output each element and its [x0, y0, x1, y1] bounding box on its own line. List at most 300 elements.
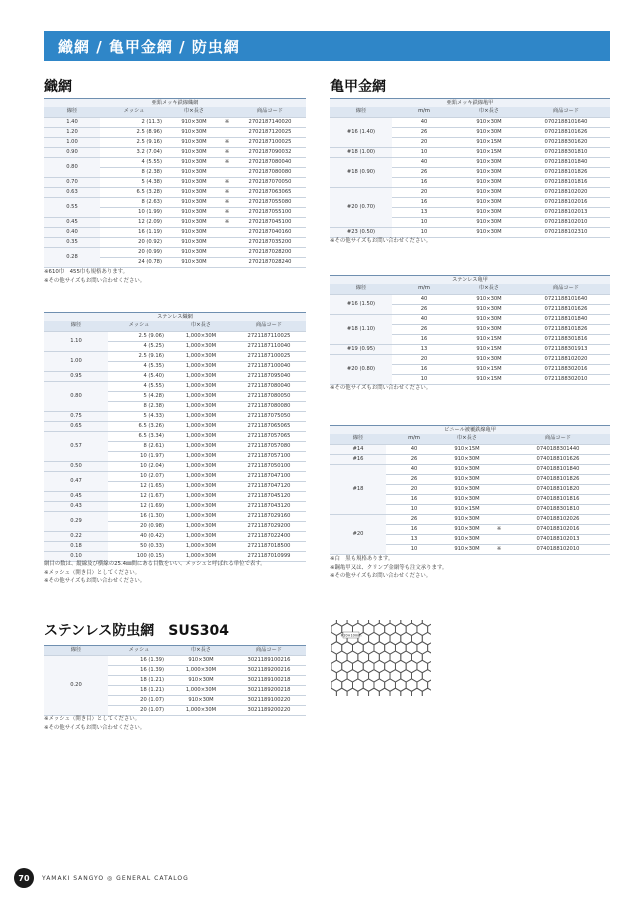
table-cell: 0740188102010 [506, 544, 610, 554]
table-cell: 2702187140020 [234, 117, 306, 127]
column-header: 線径 [330, 107, 392, 117]
table-cell: 1,000×30M [170, 531, 232, 541]
table-cell: 2721187080050 [232, 391, 306, 401]
table-row [44, 421, 306, 431]
table-cell: 26 [392, 304, 456, 314]
table-cell: 2.5 (9.06) [108, 331, 170, 341]
table-cell: 1,000×30M [170, 351, 232, 361]
table-row [44, 247, 306, 257]
table-cell: 50 (0.33) [108, 541, 170, 551]
table-cell: 13 [392, 344, 456, 354]
table-cell: 910×30M [456, 304, 522, 314]
table-cell: 2721187010999 [232, 551, 306, 561]
table-cell [492, 514, 506, 524]
table-cell: 910×30M [442, 534, 492, 544]
column-header: 巾×長さ [170, 321, 232, 331]
note: ※メッシュ（開き目）としてください。 [44, 716, 141, 722]
table-cell: ※ [220, 117, 234, 127]
table-cell: 0702188102020 [522, 187, 610, 197]
table-cell: 1,000×30M [170, 666, 232, 676]
orimo-title: 織網 [44, 79, 72, 95]
table-cell: 0702188301810 [522, 147, 610, 157]
table-cell: 2702187080040 [234, 157, 306, 167]
table-cell: 910×30M [442, 544, 492, 554]
table-row [330, 227, 610, 237]
page-banner [44, 31, 610, 61]
table-cell: 910×30M [442, 514, 492, 524]
table-cell: 0740188301440 [506, 444, 610, 454]
table-cell: 6.5 (3.28) [100, 187, 168, 197]
table-row [44, 411, 306, 421]
table-cell: 1,000×30M [170, 541, 232, 551]
table-cell: 10 (1.99) [100, 207, 168, 217]
column-header: 巾×長さ [168, 107, 220, 117]
table-cell: 1,000×30M [170, 431, 232, 441]
column-header: 商品コード [522, 107, 610, 117]
table-cell: 910×30M [168, 207, 220, 217]
table-cell: 2702187090032 [234, 147, 306, 157]
column-header: 商品コード [232, 321, 306, 331]
table-cell: 2.5 (8.96) [100, 127, 168, 137]
table-cell: 910×30M [168, 137, 220, 147]
column-header: 巾×長さ [170, 646, 232, 656]
gauge-cell: #16 (1.40) [330, 117, 392, 147]
table-cell: 40 (0.42) [108, 531, 170, 541]
table-cell: 2.5 (9.16) [100, 137, 168, 147]
table-cell: 26 [386, 474, 442, 484]
table-cell: 0740188101626 [506, 454, 610, 464]
table-cell: 910×30M [456, 294, 522, 304]
gauge-cell: 0.95 [44, 371, 108, 381]
table-cell: 910×30M [456, 197, 522, 207]
gauge-cell: #14 [330, 444, 386, 454]
table-cell: 2702187045100 [234, 217, 306, 227]
table-row [44, 531, 306, 541]
table-cell: 16 [392, 364, 456, 374]
note: ※610巾 455巾も規格あります。 [44, 269, 128, 275]
table-cell: 910×30M [168, 257, 220, 267]
gauge-cell: 0.65 [44, 421, 108, 431]
kikko-title: 亀甲金網 [330, 79, 386, 95]
table-cell [220, 237, 234, 247]
table-cell [492, 504, 506, 514]
table-row [44, 331, 306, 341]
note: ※その他サイズもお問い合わせください。 [330, 573, 432, 579]
table-cell: 0702188101840 [522, 157, 610, 167]
table-row [44, 227, 306, 237]
table-cell: 910×30M [442, 524, 492, 534]
column-header: 巾×長さ [456, 107, 522, 117]
table-cell: 100 (0.15) [108, 551, 170, 561]
table-cell: 2721187075050 [232, 411, 306, 421]
table-row [330, 294, 610, 304]
table-row [44, 461, 306, 471]
table-cell: 6.5 (3.26) [108, 421, 170, 431]
table-cell: 0702188102010 [522, 217, 610, 227]
orimo-caption: 亜鉛メッキ鉄線織網 [44, 98, 306, 107]
table-cell: 10 (2.07) [108, 471, 170, 481]
table-row [330, 344, 610, 354]
table-cell: 20 (0.92) [100, 237, 168, 247]
table-row [330, 444, 610, 454]
table-cell: 12 (1.67) [108, 491, 170, 501]
table-cell: 1,000×30M [170, 401, 232, 411]
table-cell: 0721188302016 [522, 364, 610, 374]
table-row [330, 187, 610, 197]
table-cell: 2702187055080 [234, 197, 306, 207]
table-cell: 8 (2.61) [108, 441, 170, 451]
table-cell: 0721188301913 [522, 344, 610, 354]
table-row [44, 187, 306, 197]
table-cell: 4 (5.55) [100, 157, 168, 167]
note: ※メッシュ（開き目）としてください。 [44, 569, 141, 576]
table-cell [220, 227, 234, 237]
table-cell: 2721187018500 [232, 541, 306, 551]
gauge-cell: #19 (0.95) [330, 344, 392, 354]
table-row [44, 511, 306, 521]
table-cell: 20 (1.07) [108, 696, 170, 706]
gauge-cell: 0.75 [44, 411, 108, 421]
table-cell: 0740188101826 [506, 474, 610, 484]
table-cell: 910×30M [168, 167, 220, 177]
table-cell: 1,000×30M [170, 461, 232, 471]
table-cell: 2702187100025 [234, 137, 306, 147]
kikko-vinyl-notes [330, 555, 447, 581]
table-cell: 1,000×30M [170, 706, 232, 716]
table-cell [492, 534, 506, 544]
table-cell: 10 [392, 217, 456, 227]
hex-label: #20×10mm [340, 633, 362, 638]
table-cell: 10 [392, 227, 456, 237]
gauge-cell: 1.40 [44, 117, 100, 127]
table-cell: 16 (1.39) [108, 666, 170, 676]
table-cell: 910×30M [168, 197, 220, 207]
column-header: m/m [392, 107, 456, 117]
table-cell [220, 127, 234, 137]
table-cell: 2702187055100 [234, 207, 306, 217]
table-row [330, 157, 610, 167]
table-cell: ※ [220, 187, 234, 197]
table-cell [220, 167, 234, 177]
table-cell: 910×30M [456, 157, 522, 167]
table-cell: 16 [392, 197, 456, 207]
table-cell: 1,000×30M [170, 381, 232, 391]
table-row [330, 314, 610, 324]
table-cell [492, 464, 506, 474]
table-row [44, 501, 306, 511]
column-header: メッシュ [100, 107, 168, 117]
gauge-cell: 0.29 [44, 511, 108, 531]
table-row [44, 471, 306, 481]
table-cell: 16 [386, 524, 442, 534]
gauge-cell: 0.10 [44, 551, 108, 561]
table-cell: 10 [392, 374, 456, 384]
table-cell: 1,000×30M [170, 441, 232, 451]
table-cell: ※ [220, 157, 234, 167]
table-cell: 910×30M [170, 696, 232, 706]
table-cell: 1,000×30M [170, 686, 232, 696]
table-cell: 2721187100025 [232, 351, 306, 361]
table-cell: 3021189100216 [232, 656, 306, 666]
orimo-notes [44, 268, 145, 285]
kikko-zinc-table [330, 98, 610, 238]
table-cell: 910×30M [456, 227, 522, 237]
column-header: メッシュ [108, 646, 170, 656]
kikko-zinc-notes [330, 237, 431, 246]
table-cell: 910×30M [456, 354, 522, 364]
table-cell: 2702187063065 [234, 187, 306, 197]
table-cell: 0740188101816 [506, 494, 610, 504]
table-cell: 2721187110025 [232, 331, 306, 341]
table-cell [492, 454, 506, 464]
gauge-cell: #23 (0.50) [330, 227, 392, 237]
table-cell: 2721187029200 [232, 521, 306, 531]
table-cell: 0702188101816 [522, 177, 610, 187]
table-cell: 910×30M [168, 237, 220, 247]
table-cell: 12 (1.69) [108, 501, 170, 511]
stainless-orimo-notes [44, 560, 266, 586]
note: ※その他サイズもお問い合わせください。 [44, 578, 146, 584]
bouchu-title: ステンレス防虫網 SUS304 [44, 623, 230, 639]
table-cell: 16 (1.39) [108, 656, 170, 666]
table-cell: 6.5 (3.34) [108, 431, 170, 441]
table-cell: 40 [386, 464, 442, 474]
table-cell: 910×30M [168, 177, 220, 187]
table-cell: 0702188102310 [522, 227, 610, 237]
gauge-cell: #16 [330, 454, 386, 464]
table-row [44, 157, 306, 167]
table-cell: 910×30M [170, 676, 232, 686]
table-cell: 5 (4.33) [108, 411, 170, 421]
table-cell: 1,000×30M [170, 481, 232, 491]
table-cell: 24 (0.78) [100, 257, 168, 267]
table-cell: 10 (2.04) [108, 461, 170, 471]
table-cell: 0740188102026 [506, 514, 610, 524]
table-cell: 910×30M [442, 484, 492, 494]
table-cell: ※ [492, 524, 506, 534]
gauge-cell: 1.00 [44, 351, 108, 371]
table-cell: 910×15M [456, 344, 522, 354]
column-header [220, 107, 234, 117]
note: 網目の数は、縦線及び横線の25.4㎜間にある目数をいい、メッシュと呼ばれる単位で表す。 [44, 561, 266, 567]
table-cell: ※ [220, 197, 234, 207]
table-cell: 2721187080080 [232, 401, 306, 411]
table-cell: 910×15M [456, 374, 522, 384]
table-row [330, 354, 610, 364]
table-cell: 10 (1.97) [108, 451, 170, 461]
column-header: 商品コード [522, 284, 610, 294]
table-cell: 40 [392, 157, 456, 167]
table-cell: 2721187022400 [232, 531, 306, 541]
note: ※その他サイズもお問い合わせください。 [44, 277, 146, 284]
table-cell: 0740188102016 [506, 524, 610, 534]
table-cell: 2702187040160 [234, 227, 306, 237]
table-cell: 20 [392, 187, 456, 197]
gauge-cell: 0.50 [44, 461, 108, 471]
column-header: m/m [386, 434, 442, 444]
table-cell: 2721187043120 [232, 501, 306, 511]
kikko-stainless-table [330, 275, 610, 385]
gauge-cell: 0.22 [44, 531, 108, 541]
table-cell: 1,000×30M [170, 451, 232, 461]
table-cell: 2721187095040 [232, 371, 306, 381]
table-cell: 0702188101626 [522, 127, 610, 137]
table-row [44, 197, 306, 207]
table-cell: ※ [220, 177, 234, 187]
table-cell: 0721188101840 [522, 314, 610, 324]
table-cell: 8 (2.38) [100, 167, 168, 177]
table-cell: 2702187070050 [234, 177, 306, 187]
table-cell: 0740188102013 [506, 534, 610, 544]
kikko-vinyl-table [330, 425, 610, 555]
table-cell: ※ [220, 147, 234, 157]
catalog-footer: YAMAKI SANGYO ◎ GENERAL CATALOG [42, 875, 189, 882]
table-cell: 910×30M [168, 117, 220, 127]
table-cell: 910×30M [170, 656, 232, 666]
table-row [330, 464, 610, 474]
table-cell: 910×30M [442, 474, 492, 484]
table-cell: 2702187080080 [234, 167, 306, 177]
table-cell: 910×15M [456, 364, 522, 374]
column-header: 線径 [44, 107, 100, 117]
table-cell: 910×30M [168, 187, 220, 197]
hexagonal-mesh-image [331, 620, 431, 696]
column-header: 巾×長さ [442, 434, 492, 444]
table-cell: 1,000×30M [170, 491, 232, 501]
orimo-table [44, 98, 306, 268]
table-cell: 26 [392, 127, 456, 137]
table-cell: 0702188101826 [522, 167, 610, 177]
table-cell: 910×30M [456, 167, 522, 177]
table-cell: 2721187029160 [232, 511, 306, 521]
table-cell: 910×30M [168, 247, 220, 257]
table-cell: 2 (11.3) [100, 117, 168, 127]
table-cell: 910×30M [442, 454, 492, 464]
column-header: 線径 [44, 321, 108, 331]
table-cell: 5 (4.28) [108, 391, 170, 401]
gauge-cell: #16 (1.50) [330, 294, 392, 314]
table-cell: 910×30M [442, 494, 492, 504]
column-header: 線径 [330, 284, 392, 294]
table-row [44, 177, 306, 187]
table-cell: 3021189200220 [232, 706, 306, 716]
stainless-orimo-table [44, 312, 306, 562]
table-cell: 2721187065065 [232, 421, 306, 431]
table-cell [492, 444, 506, 454]
table-cell: 910×30M [168, 147, 220, 157]
gauge-cell: 0.18 [44, 541, 108, 551]
table-cell: 1,000×30M [170, 411, 232, 421]
table-cell: 910×30M [456, 207, 522, 217]
table-cell: 0740188101820 [506, 484, 610, 494]
gauge-cell: 1.00 [44, 137, 100, 147]
table-cell: 4 (5.35) [108, 361, 170, 371]
table-cell: 0702188101640 [522, 117, 610, 127]
gauge-cell: 0.45 [44, 491, 108, 501]
table-row [330, 454, 610, 464]
gauge-cell: 0.47 [44, 471, 108, 491]
gauge-cell: 0.55 [44, 197, 100, 217]
table-cell: 3021189200216 [232, 666, 306, 676]
table-cell [492, 484, 506, 494]
gauge-cell: 0.43 [44, 501, 108, 511]
table-row [44, 217, 306, 227]
table-row [44, 137, 306, 147]
table-cell: 20 (0.98) [108, 521, 170, 531]
table-cell: 0702188102016 [522, 197, 610, 207]
table-cell: ※ [220, 137, 234, 147]
table-cell: 3.2 (7.04) [100, 147, 168, 157]
table-cell: 3021189100218 [232, 676, 306, 686]
table-cell: 26 [392, 324, 456, 334]
table-cell: 2702187035200 [234, 237, 306, 247]
table-cell: 2721187057065 [232, 431, 306, 441]
table-cell: 4 (5.40) [108, 371, 170, 381]
table-cell: 10 [386, 544, 442, 554]
table-cell: 910×30M [168, 157, 220, 167]
table-cell: 26 [386, 454, 442, 464]
gauge-cell: 0.35 [44, 237, 100, 247]
table-cell: 910×30M [456, 314, 522, 324]
table-cell: 910×15M [456, 147, 522, 157]
table-cell: 1,000×30M [170, 551, 232, 561]
table-cell: 910×30M [168, 227, 220, 237]
table-cell: 1,000×30M [170, 421, 232, 431]
note: ※その他サイズもお問い合わせください。 [330, 238, 432, 244]
table-row [44, 491, 306, 501]
gauge-cell: 0.28 [44, 247, 100, 267]
note: ※白 黒も規格あります。 [330, 556, 394, 562]
gauge-cell: 0.70 [44, 177, 100, 187]
stainless-orimo-caption: ステンレス織網 [44, 312, 306, 321]
table-row [44, 351, 306, 361]
table-cell: 910×30M [456, 117, 522, 127]
gauge-cell: #20 [330, 514, 386, 554]
table-cell: 8 (2.63) [100, 197, 168, 207]
note: ※その他サイズもお問い合わせください。 [330, 385, 432, 391]
column-header: 商品コード [506, 434, 610, 444]
column-header: 線径 [44, 646, 108, 656]
table-cell: 4 (5.25) [108, 341, 170, 351]
table-cell: 8 (2.38) [108, 401, 170, 411]
table-cell: 3021189200218 [232, 686, 306, 696]
column-header: 線径 [330, 434, 386, 444]
table-cell: 3021189100220 [232, 696, 306, 706]
table-cell: 40 [392, 117, 456, 127]
table-cell: 2702187028200 [234, 247, 306, 257]
table-cell: 10 [392, 147, 456, 157]
column-header: 巾×長さ [456, 284, 522, 294]
table-cell: 20 [392, 354, 456, 364]
table-cell: 16 [392, 334, 456, 344]
table-cell: 16 [392, 177, 456, 187]
table-cell: 910×30M [456, 187, 522, 197]
table-cell [220, 247, 234, 257]
table-row [330, 117, 610, 127]
table-cell [492, 494, 506, 504]
gauge-cell: 0.90 [44, 147, 100, 157]
gauge-cell: #18 (0.90) [330, 157, 392, 187]
table-cell: 20 [392, 137, 456, 147]
note: ※その他サイズもお問い合わせください。 [44, 724, 146, 731]
column-header: メッシュ [108, 321, 170, 331]
gauge-cell: #20 (0.70) [330, 187, 392, 227]
table-cell: 910×15M [456, 137, 522, 147]
table-row [44, 127, 306, 137]
table-cell: 2721187047100 [232, 471, 306, 481]
table-cell: 20 [386, 484, 442, 494]
table-cell: 2721187050100 [232, 461, 306, 471]
